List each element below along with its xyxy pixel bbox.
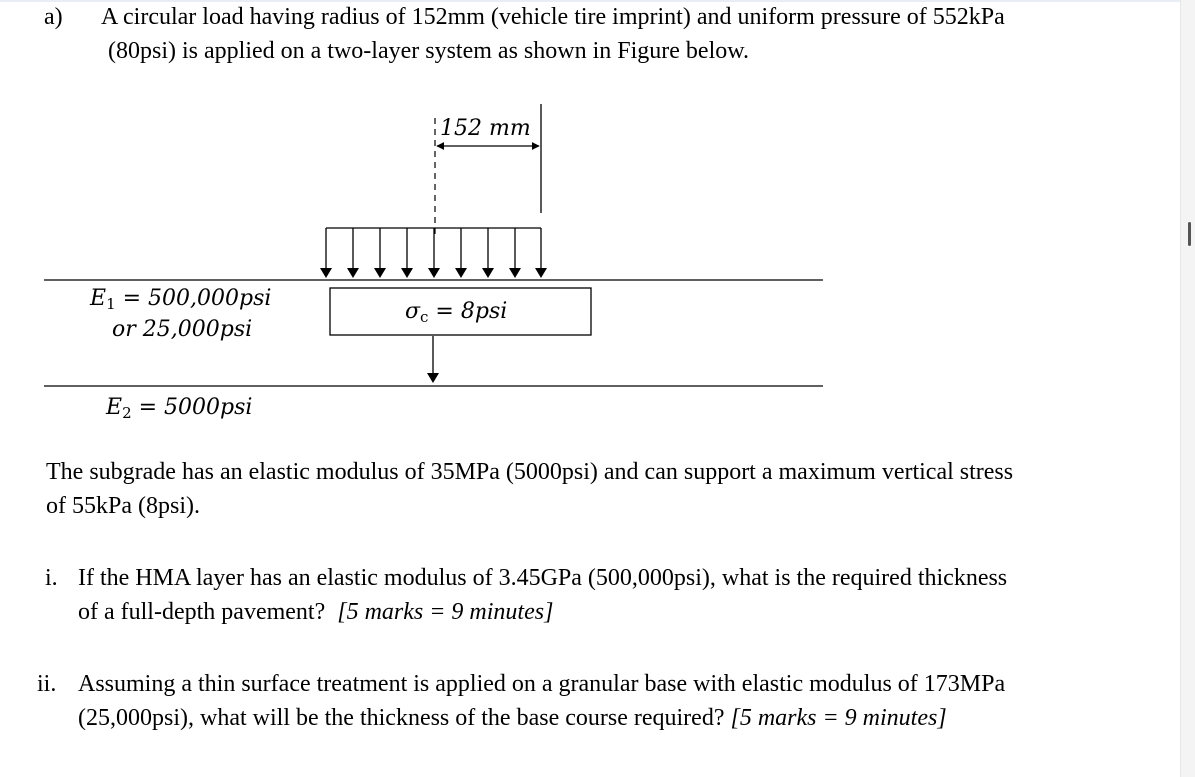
e1-label: E1 = 500,000psi bbox=[90, 286, 272, 313]
e2-label: E2 = 5000psi bbox=[106, 395, 253, 422]
subgrade-text-line2: of 55kPa (8psi). bbox=[46, 493, 200, 519]
question-1-label: i. bbox=[45, 565, 58, 591]
load-arrowheads bbox=[320, 268, 547, 278]
stress-arrowhead bbox=[427, 373, 439, 383]
e1-alt-label: or 25,000psi bbox=[112, 317, 253, 342]
problem-label: a) bbox=[44, 4, 63, 30]
radius-label: 152 mm bbox=[440, 116, 531, 141]
scrollbar-thumb[interactable] bbox=[1188, 222, 1191, 246]
problem-text-line2: (80psi) is applied on a two-layer system as shown in Figure below. bbox=[108, 38, 750, 64]
scrollbar-track[interactable] bbox=[1180, 0, 1195, 777]
question-1-marks: [5 marks = 9 minutes] bbox=[337, 599, 554, 625]
question-2-marks: [5 marks = 9 minutes] bbox=[730, 705, 947, 731]
sigma-label: σc = 8psi bbox=[405, 299, 508, 326]
question-2-line2: (25,000psi), what will be the thickness of the base course required? [5 marks = 9 minutes] bbox=[78, 705, 947, 731]
question-1-line1: If the HMA layer has an elastic modulus of 3.45GPa (500,000psi), what is the required thickness bbox=[78, 565, 1008, 591]
load-arrows bbox=[326, 228, 541, 270]
question-1-line2: of a full-depth pavement? [5 marks = 9 minutes] bbox=[78, 599, 554, 625]
question-2-label: ii. bbox=[37, 671, 57, 697]
subgrade-text-line1: The subgrade has an elastic modulus of 35MPa (5000psi) and can support a maximum vertical stress bbox=[46, 459, 1014, 485]
question-2-line1: Assuming a thin surface treatment is applied on a granular base with elastic modulus of 173MPa bbox=[78, 671, 1006, 697]
problem-text-line1: A circular load having radius of 152mm (vehicle tire imprint) and uniform pressure of 552kPa bbox=[101, 4, 1005, 30]
